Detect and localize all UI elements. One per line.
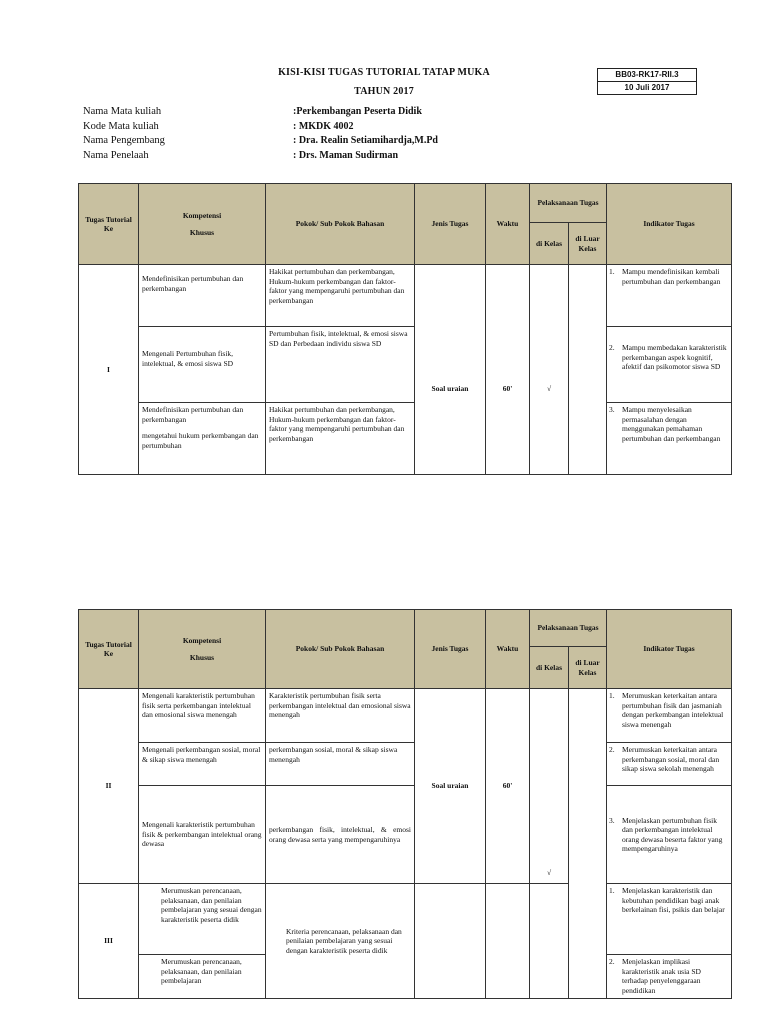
header-di-luar-kelas: di Luar Kelas <box>569 647 607 689</box>
header-jenis: Jenis Tugas <box>415 610 486 689</box>
header-kompetensi <box>139 610 266 689</box>
table-row <box>79 403 732 475</box>
header-indikator: Indikator Tugas <box>607 184 732 265</box>
header-tugas: Tugas Tutorial Ke <box>79 184 139 265</box>
mata-kuliah-value: :Perkembangan Peserta Didik <box>293 106 422 117</box>
tugas-number: I <box>79 265 139 475</box>
indikator-cell <box>607 689 732 743</box>
indikator-number: 2. <box>609 343 615 352</box>
jenis-tugas: Soal uraian <box>415 689 486 884</box>
indikator-number: 1. <box>609 886 615 895</box>
indikator-cell <box>607 327 732 403</box>
indikator-text: Menjelaskan implikasi karakteristik anak usia SD terhadap penyelenggaraan pendidikan <box>622 957 701 995</box>
indikator-number: 2. <box>609 957 615 966</box>
di-luar-kelas-cell <box>569 265 607 475</box>
pokok-cell: Karakteristik pertumbuhan fisik serta perkembangan intelektual dan emosional siswa menengah <box>266 689 415 743</box>
header-waktu: Waktu <box>486 184 530 265</box>
header-khusus-label: Khusus <box>189 653 215 662</box>
table-row <box>79 689 732 743</box>
indikator-text: Mampu membedakan karakteristik perkembangan aspek kognitif, afektif dan psikomotor siswa SD <box>622 343 727 371</box>
header-kompetensi <box>139 184 266 265</box>
indikator-number: 1. <box>609 267 615 276</box>
jenis-tugas: Soal uraian <box>415 265 486 475</box>
document-code: BB03-RK17-RII.3 <box>597 68 697 82</box>
header-kompetensi-label: Kompetensi <box>182 635 222 645</box>
tugas-number: II <box>79 689 139 884</box>
table-row <box>79 786 732 884</box>
header-di-kelas: di Kelas <box>530 223 569 265</box>
document-title: KISI-KISI TUGAS TUTORIAL TATAP MUKA <box>278 67 490 78</box>
indikator-text: Mampu mendefinisikan kembali pertumbuhan dan perkembangan <box>622 267 721 286</box>
jenis-tugas-empty <box>415 884 486 999</box>
kompetensi-cell: Mengenali karakteristik pertumbuhan fisik & perkembangan intelektual orang dewasa <box>139 786 266 884</box>
kompetensi-text-2: mengetahui hukum perkembangan dan pertumbuhan <box>142 431 259 450</box>
header-waktu: Waktu <box>486 610 530 689</box>
kompetensi-cell: Mengenali Pertumbuhan fisik, intelektual, & emosi siswa SD <box>139 327 266 403</box>
header-khusus-label: Khusus <box>189 228 215 237</box>
indikator-cell <box>607 403 732 475</box>
pengembang-value: : Dra. Realin Setiamihardja,M.Pd <box>293 135 438 146</box>
kompetensi-cell <box>139 403 266 475</box>
kisi-table-1 <box>78 183 732 475</box>
indikator-number: 2. <box>609 745 615 754</box>
pokok-cell: perkembangan sosial, moral & sikap siswa menengah <box>266 743 415 786</box>
indikator-text: Mampu menyelesaikan permasalahan dengan menggunakan pemahaman pertumbuhan dan perkembangan <box>622 405 721 443</box>
kompetensi-cell: Mengenali perkembangan sosial, moral & sikap siswa menengah <box>139 743 266 786</box>
pokok-cell: Kriteria perencanaan, pelaksanaan dan penilaian pembelajaran yang sesuai dengan karakteristik peserta didik <box>266 884 415 999</box>
kompetensi-cell: Mendefinisikan pertumbuhan dan perkembangan <box>139 265 266 327</box>
tugas-number: III <box>79 884 139 999</box>
indikator-text: Menjelaskan karakteristik dan kebutuhan pendidikan bagi anak berkelainan fisi, psikis dan belajar <box>622 886 725 914</box>
indikator-number: 3. <box>609 405 615 414</box>
pengembang-label: Nama Pengembang <box>83 135 165 146</box>
kompetensi-cell: Mengenali karakteristik pertumbuhan fisik serta perkembangan intelektual dan emosional siswa menengah <box>139 689 266 743</box>
header-pelaksanaan: Pelaksanaan Tugas <box>530 184 607 223</box>
pokok-cell: Hakikat pertumbuhan dan perkembangan, Hukum-hukum perkembangan dan faktor-faktor yang mempengaruhi pertumbuhan dan perkembangan <box>266 403 415 475</box>
mata-kuliah-label: Nama Mata kuliah <box>83 106 162 117</box>
waktu-empty <box>486 884 530 999</box>
header-di-kelas: di Kelas <box>530 647 569 689</box>
penelaah-value: : Drs. Maman Sudirman <box>293 150 399 161</box>
indikator-number: 3. <box>609 815 615 825</box>
indikator-cell <box>607 955 732 999</box>
indikator-text: Merumuskan keterkaitan antara perkembangan sosial, moral dan sikap siswa sekolah menengah <box>622 745 720 773</box>
indikator-number: 1. <box>609 691 615 700</box>
penelaah-label: Nama Penelaah <box>83 150 149 161</box>
kompetensi-cell: Merumuskan perencanaan, pelaksanaan, dan penilaian pembelajaran yang sesuai dengan karakteristik peserta didik <box>139 884 266 955</box>
document-date: 10 Juli 2017 <box>597 81 697 95</box>
header-pokok: Pokok/ Sub Pokok Bahasan <box>266 184 415 265</box>
indikator-cell <box>607 265 732 327</box>
kode-value: : MKDK 4002 <box>293 121 354 132</box>
waktu: 60' <box>486 265 530 475</box>
indikator-cell <box>607 743 732 786</box>
header-jenis: Jenis Tugas <box>415 184 486 265</box>
kompetensi-cell: Merumuskan perencanaan, pelaksanaan, dan penilaian pembelajaran <box>139 955 266 999</box>
indikator-cell <box>607 786 732 884</box>
di-kelas-check: √ <box>530 265 569 475</box>
table-row <box>79 265 732 327</box>
header-pelaksanaan: Pelaksanaan Tugas <box>530 610 607 647</box>
indikator-cell <box>607 884 732 955</box>
indikator-text: Menjelaskan pertumbuhan fisik dan perkembangan intelektual orang dewasa beserta faktor yang mempengaruhinya <box>622 815 723 853</box>
header-indikator: Indikator Tugas <box>607 610 732 689</box>
indikator-text: Merumuskan keterkaitan antara pertumbuhan fisik dan jasmaniah dengan perkembangan intelektual siswa menengah <box>622 691 724 729</box>
table-row <box>79 327 732 403</box>
pokok-cell: perkembangan fisik, intelektual, & emosi orang dewasa serta yang mempengaruhinya <box>266 786 415 884</box>
pokok-cell: Pertumbuhan fisik, intelektual, & emosi siswa SD dan Perbedaan individu siswa SD <box>266 327 415 403</box>
table-row <box>79 743 732 786</box>
di-luar-kelas-cell <box>569 689 607 999</box>
di-kelas-check: √ <box>530 689 569 884</box>
header-tugas: Tugas Tutorial Ke <box>79 610 139 689</box>
header-di-luar-kelas: di Luar Kelas <box>569 223 607 265</box>
kisi-table-2 <box>78 609 732 999</box>
pokok-cell: Hakikat pertumbuhan dan perkembangan, Hukum-hukum perkembangan dan faktor-faktor yang mempengaruhi pertumbuhan dan perkembangan <box>266 265 415 327</box>
di-kelas-empty <box>530 884 569 999</box>
kompetensi-text: Mendefinisikan pertumbuhan dan perkembangan <box>142 405 244 424</box>
table-row <box>79 884 732 955</box>
header-pokok: Pokok/ Sub Pokok Bahasan <box>266 610 415 689</box>
document-year: TAHUN 2017 <box>354 86 414 97</box>
kode-label: Kode Mata kuliah <box>83 121 159 132</box>
waktu: 60' <box>486 689 530 884</box>
header-kompetensi-label: Kompetensi <box>182 210 222 220</box>
